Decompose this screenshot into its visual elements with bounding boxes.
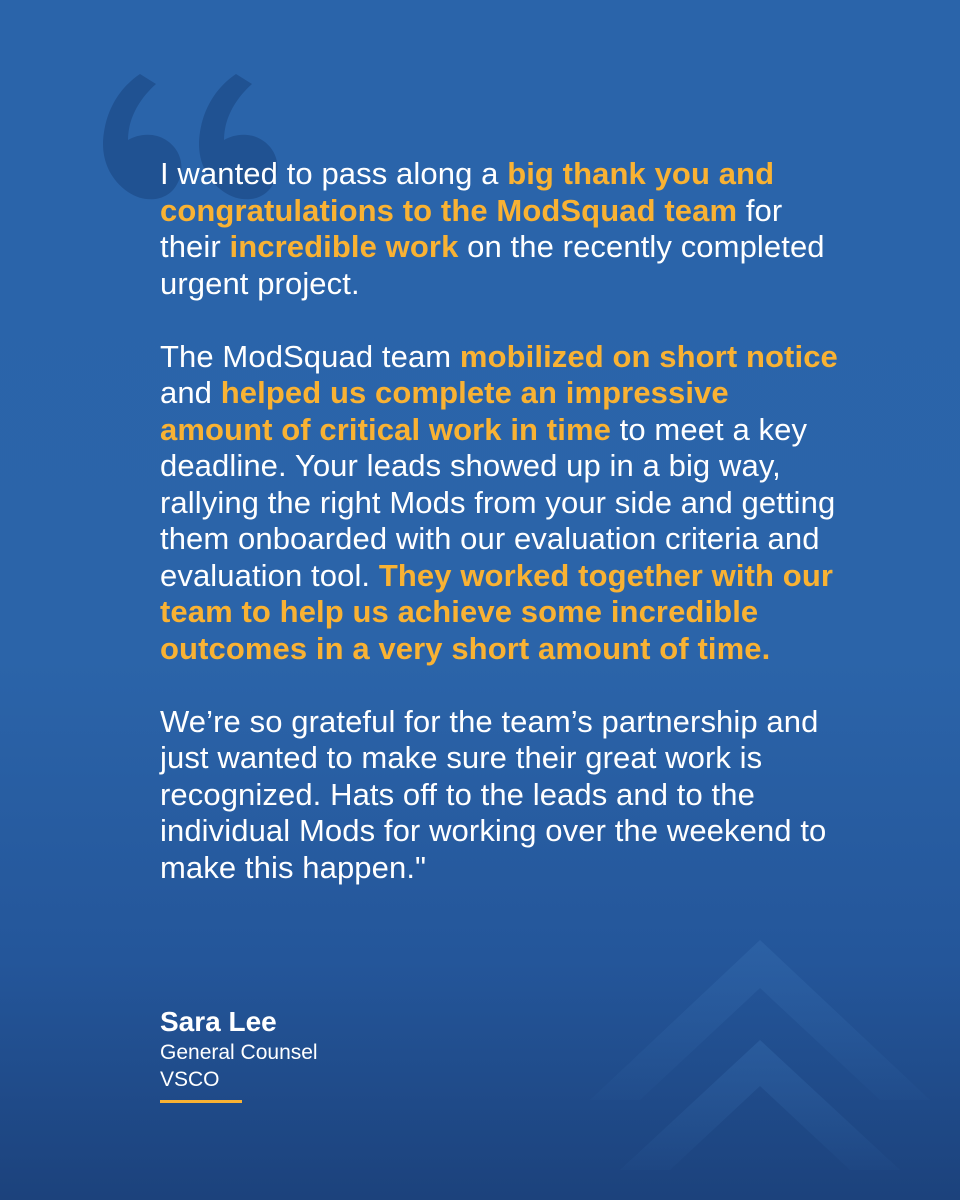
quote-highlight: They worked together with our team to help us achieve some incredible outcomes in a very short amount of time. [160, 557, 834, 666]
quote-text-segment: The ModSquad team [160, 338, 460, 374]
author-role: General Counsel [160, 1041, 318, 1064]
quote-highlight: incredible work [229, 229, 459, 264]
up-chevron-arrow-icon [590, 940, 930, 1200]
quote-paragraph-3 [160, 704, 840, 887]
quote-text-segment: We’re so grateful for the team’s partnership and just wanted to make sure their great work is recognized. Hats off to the leads and to the individual Mods for working over the weekend to make this happen." [160, 703, 827, 885]
quote-paragraph-2 [160, 339, 840, 668]
author-company: VSCO [160, 1068, 220, 1091]
author-underline-divider [160, 1100, 242, 1103]
quote-highlight: big thank you and congratulations to the ModSquad team [160, 156, 775, 228]
quote-paragraph-1 [160, 156, 840, 302]
quote-text-segment: I wanted to pass along a [160, 156, 508, 191]
quote-highlight: helped us complete an impressive amount of critical work in time [160, 375, 729, 447]
quote-text-segment: and [160, 375, 221, 410]
quote-text-segment: for their [160, 192, 783, 264]
quote-text-segment: on the recently completed urgent project. [160, 229, 825, 301]
quote-highlight: mobilized on short notice [459, 338, 838, 374]
author-name: Sara Lee [160, 1006, 277, 1037]
author-block [160, 1005, 318, 1093]
quote-text-segment: to meet a key deadline. Your leads showed up in a big way, rallying the right Mods from your side and getting them onboarded with our evaluation criteria and evaluation tool. [160, 411, 836, 593]
quote-text [160, 156, 840, 886]
